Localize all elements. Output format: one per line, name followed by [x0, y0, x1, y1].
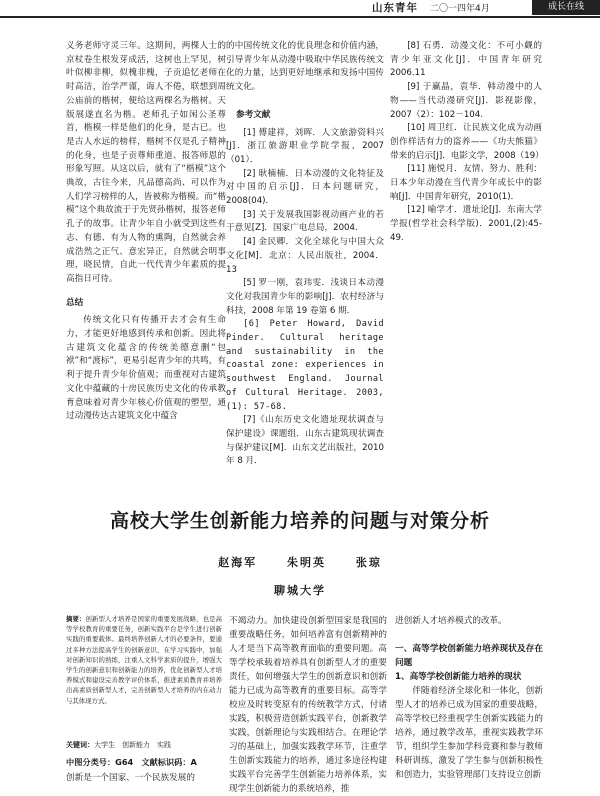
prev-article-column-2 [226, 40, 384, 538]
section-heading: 总结 [66, 297, 84, 308]
section-badge: 成长在线 [532, 0, 600, 15]
journal-name: 山东青年 [372, 2, 418, 14]
reference-item: [11] 施悦月．友情、努力、胜利：日本少年动漫在当代青少年成长中的影响[J]．中国青年研究，2010(1)． [390, 164, 542, 202]
classification-number: 中图分类号：G64 文献标识码：A [66, 757, 197, 767]
article-abstract [66, 614, 222, 746]
references-heading: 参考文献 [236, 109, 271, 120]
keywords-text: 大学生 创新能力 实践 [94, 741, 171, 749]
author-affiliation: 聊城大学 [274, 584, 326, 597]
reference-item: [3] 关于发展我国影视动画产业的若干意见[Z]．国家广电总局，2004． [226, 209, 384, 234]
article-authors [0, 554, 600, 570]
keywords-label: 关键词： [66, 741, 94, 749]
reference-item: [9] 于赢晶，袁华．韩动漫中的人物——当代动漫研究[J]．影视影像，2007（2）：102－104. [390, 82, 542, 120]
article-body-column-3 [395, 614, 543, 785]
page-header [0, 0, 600, 18]
body-paragraph: 的中国传统文化的优良理念和价值内涵，引导青少年从动漫中吸取中华民族传统文化的力量，达到更好地继承和发扬中国传统文化。 [226, 41, 384, 93]
reference-item: [5] 罗一刚，袁玮雯．浅谈日本动漫文化对我国青少年的影响[J]．农村经济与科技，2008 年第 19 卷第 6 期． [226, 278, 384, 316]
reference-item: [12] 喻学才．遗址论[J]．东南大学学报(哲学社会科学版)．2001,(2):45-49. [390, 205, 542, 243]
reference-item: [4] 金民卿．文化全球化与中国大众文化[M]．北京：人民出版社，2004．13 [226, 237, 384, 275]
reference-item: [8] 石勇．动漫文化：不可小觑的青少年亚文化[J]．中国青年研究 2006.11 [390, 41, 542, 79]
article-body-column-2 [229, 614, 387, 794]
subsection-heading: 1、高等学校创新能力培养的现状 [395, 672, 522, 682]
section-heading: 一、高等学校创新能力培养现状及存在问题 [395, 644, 543, 668]
author-name: 朱明英 [287, 556, 326, 569]
reference-item: [7]《山东历史文化遗址现状调查与保护建设》课题组．山东古建筑现状调查与保护建议[M]．山东文艺出版社，2010 年 8 月． [226, 415, 384, 467]
prev-article-column-1 [66, 40, 226, 538]
reference-item: [2] 耿楠楠．日本动漫的文化特征及对中国的启示[J]．日本问题研究，2008(04)． [226, 168, 384, 207]
author-name: 张琼 [355, 556, 382, 569]
prev-article-column-3 [390, 40, 542, 538]
author-name: 赵海军 [218, 556, 258, 569]
reference-item [226, 318, 384, 414]
issue-date: 二〇一四年4月 [430, 4, 490, 14]
body-paragraph: 义务老师守灵三年。这期间，两棵人士的京杖卷生根发芽成活，这树也上罕见，树叶似柳非柳，似槐非槐，子贡追忆老师在时高洁，治学严谨，诲人不倦，联想到周公庙前的楷树，便给这两棵名为楷树。天版展遂直名为楷。老师孔子如闲公圣尊首，楷模一样是他们的化身，是古已。也是古人水远的榜样，楷树不仅是孔子精神的化身，也是子贡尊师重道、报答师恩的形象写照。从这以后，就有了“楷模”这个典故，古往今来，凡品德高尚、可以作为人们学习榜样的人，皆被称为楷模。而“楷模”这个典故流于于先贤孙楷树，报答老师孔子的故事。让青少年自小就受到这些有志、有德、有为人物的熏陶，自然就会养成浩然之正气、意宏异正，自然就会明事理，晓民情，自此一代代青少年素质的提高指日可待。 [66, 41, 226, 284]
reference-text: [6] Peter Howard, David Pinder. Cultural heritage and sustainability in the coastal zone: experiences in southwest England. Journal of Cultural Heritage. 2003, (1): 57-68. [226, 319, 384, 412]
body-paragraph: 不竭动力。加快建设创新型国家是我国的重要战略任务，如何培养富有创新精神的人才是当下高等教育面临的重要问题。高等学校承载着培养具有创新型人才的重要责任，如何增强大学生的创新意识和创新能力已成为高等教育的重要目标。高等学校应及时转变原有的传统教学方式，付诸实践，积极营造创新实践平台，创新教学实践，创新理论与实践相结合。在理论学习的基础上，加强实践教学环节，注重学生创新实践能力的培养，通过多途径构建实践平台完善学生创新能力培养体系，实现学生创新能力的系统培养，推 [229, 616, 387, 794]
reference-item: [10] 周卫红．让民族文化成为动画创作样活有力的盗养——《功夫熊猫》带来的启示[J]．电影文学，2008（19） [390, 123, 544, 161]
abstract-text: 创新型人才培养是国家的重要发展战略，也是高等学校教育的重要任务，创新实践平台是学生进行创新实践的重要载体。最终培养创新人才的必要条件，要通过多种方法提高学生的创新意识，在学习实践中，加强对创新知识的熟练，注重人文科学素质的提升，增强大学生的创新意识和创新能力的培养，优化创新型人才培养模式和建设完善教学评价体系，推进素质教育并培养出高素质创新型人才，完善创新型人才培养的内在动力与其体现方式。 [66, 615, 223, 705]
body-paragraph: 进创新人才培养模式的改革。 [395, 616, 507, 626]
article-title: 高校大学生创新能力培养的问题与对策分析 [109, 510, 490, 532]
body-paragraph: 传统文化只有传播开去才会有生命力，才能更好地感到传承和创新。因此将古建筑文化蕴含的传统美德意删“包袱”和“渡标”，更易引起青少年的共鸣，有利于提升青少年价值观；而重视对古建筑文化中蕴藏的十房民族历史文化的传承教育意味着对青少年核心价值观的塑型，通过动漫传达古建筑文化中蕴含 [66, 315, 226, 422]
keywords [66, 740, 224, 750]
abstract-label: 摘要： [66, 615, 86, 623]
body-paragraph: 伴随着经济全球化和一体化，创新型人才的培养已成为国家的重要战略，高等学校已经重视学生创新实践能力的培养，通过教学改革，重视实践教学环节，组织学生参加学科竞赛和参与教师科研训练，激发了学生参与创新积极性和创造力，实验管理部门支持设立创新 [395, 686, 543, 780]
article-body-start: 创新是一个国家、一个民族发展的 [66, 773, 195, 783]
reference-item: [1] 傅建祥，刘晖．人文旅游资料兴[J]．浙江旅游职业学院学报，2007（01）． [226, 127, 384, 165]
